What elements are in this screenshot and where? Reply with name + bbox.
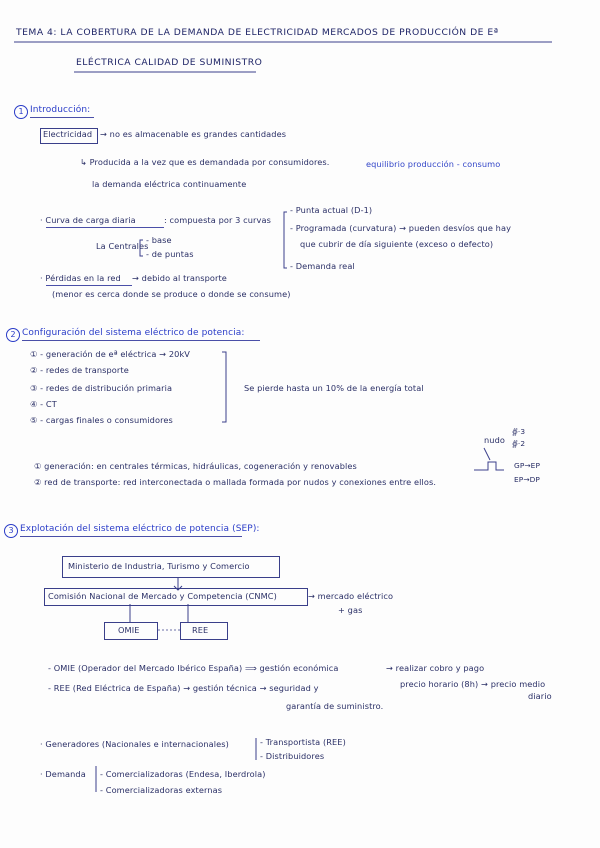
losses-note: Se pierde hasta un 10% de la energía total <box>244 383 424 393</box>
perdidas-note: → debido al transporte <box>132 273 227 283</box>
ree-description: - REE (Red Eléctrica de España) → gestión técnica → seguridad y <box>48 683 319 693</box>
section-3-underline <box>20 536 242 537</box>
generadores-label: · Generadores (Nacionales e internacionales) <box>40 739 229 749</box>
electricidad-label: Electricidad <box>43 129 93 139</box>
config-item-1: ① - generación de eª eléctrica → 20kV <box>30 349 191 359</box>
centrales-base: - base <box>146 235 172 245</box>
demanda-line: la demanda eléctrica continuamente <box>92 179 247 189</box>
ree-label: REE <box>192 625 209 635</box>
perdidas-note-2: (menor es cerca donde se produce o donde se consume) <box>52 289 291 299</box>
demanda-label: · Demanda <box>40 769 86 779</box>
nudo-label: nudo <box>484 435 505 445</box>
nudo-arrow <box>484 448 490 460</box>
cnmc-label: Comisión Nacional de Mercado y Competencia (CNMC) <box>48 591 277 601</box>
cnmc-note-2: + gas <box>338 605 363 615</box>
section-1-number: 1 <box>14 105 28 119</box>
curva-item-1: - Punta actual (D-1) <box>290 205 373 215</box>
nudo-ep-dp: EP→DP <box>514 475 540 484</box>
section-3-number: 3 <box>4 524 18 538</box>
comercializadoras-2: - Comercializadoras externas <box>100 785 223 795</box>
nudo-superscript: ∯·3 <box>512 427 526 436</box>
cnmc-note: → mercado eléctrico <box>308 591 394 601</box>
section-2-underline <box>22 340 260 341</box>
curva-underline <box>46 227 164 228</box>
config-item-5: ⑤ - cargas finales o consumidores <box>30 415 173 425</box>
omie-description-2: → realizar cobro y pago <box>386 663 485 673</box>
section-1-heading: Introducción: <box>30 105 91 115</box>
curva-note: : compuesta por 3 curvas <box>164 215 271 225</box>
omie-label: OMIE <box>118 625 140 635</box>
centrales-label: La Centrales <box>96 241 149 251</box>
section-2-number: 2 <box>6 328 20 342</box>
nudo-subscript: ∯·2 <box>512 439 526 448</box>
omie-description: - OMIE (Operador del Mercado Ibérico España) ⟹ gestión económica <box>48 663 339 673</box>
red-transporte-note: ② red de transporte: red interconectada o mallada formada por nudos y conexiones entre ellos. <box>34 477 437 487</box>
config-item-3: ③ - redes de distribución primaria <box>30 383 173 393</box>
perdidas-label: · Pérdidas en la red <box>40 273 121 283</box>
transportista-label: - Transportista (REE) <box>260 737 346 747</box>
distribuidores-label: - Distribuidores <box>260 751 325 761</box>
nudo-sketch <box>474 462 504 470</box>
ree-description-2: garantía de suministro. <box>286 701 384 711</box>
losses-brace <box>222 352 226 422</box>
section-2-heading: Configuración del sistema eléctrico de potencia: <box>22 328 245 338</box>
omie-description-3: precio horario (8h) → precio medio <box>400 679 546 689</box>
curva-label: · Curva de carga diaria <box>40 215 136 225</box>
curve-brace <box>284 212 287 268</box>
generacion-note: ① generación: en centrales térmicas, hidráulicas, cogeneración y renovables <box>34 461 357 471</box>
nudo-gp-ep: GP→EP <box>514 461 541 470</box>
section-3-heading: Explotación del sistema eléctrico de potencia (SEP): <box>20 524 260 534</box>
config-item-4: ④ - CT <box>30 399 57 409</box>
curva-item-2b: que cubrir de día siguiente (exceso o defecto) <box>300 239 494 249</box>
centrales-puntas: - de puntas <box>146 249 194 259</box>
page-subtitle: ELÉCTRICA CALIDAD DE SUMINISTRO <box>76 57 263 68</box>
omie-description-4: diario <box>528 691 552 701</box>
perdidas-underline <box>46 285 132 286</box>
equilibrio-note: equilibrio producción - consumo <box>366 159 501 169</box>
comercializadoras-1: - Comercializadoras (Endesa, Iberdrola) <box>100 769 266 779</box>
curva-item-2: - Programada (curvatura) → pueden desvíos que hay <box>290 223 512 233</box>
ministerio-label: Ministerio de Industria, Turismo y Comercio <box>68 561 250 571</box>
section-1-underline <box>30 117 94 118</box>
config-item-2: ② - redes de transporte <box>30 365 129 375</box>
producida-line: ↳ Producida a la vez que es demandada por consumidores. <box>80 157 330 167</box>
page-title: TEMA 4: LA COBERTURA DE LA DEMANDA DE ELECTRICIDAD MERCADOS DE PRODUCCIÓN DE Eª <box>16 27 499 38</box>
electricidad-note: → no es almacenable es grandes cantidades <box>100 129 287 139</box>
curva-item-3: - Demanda real <box>290 261 355 271</box>
